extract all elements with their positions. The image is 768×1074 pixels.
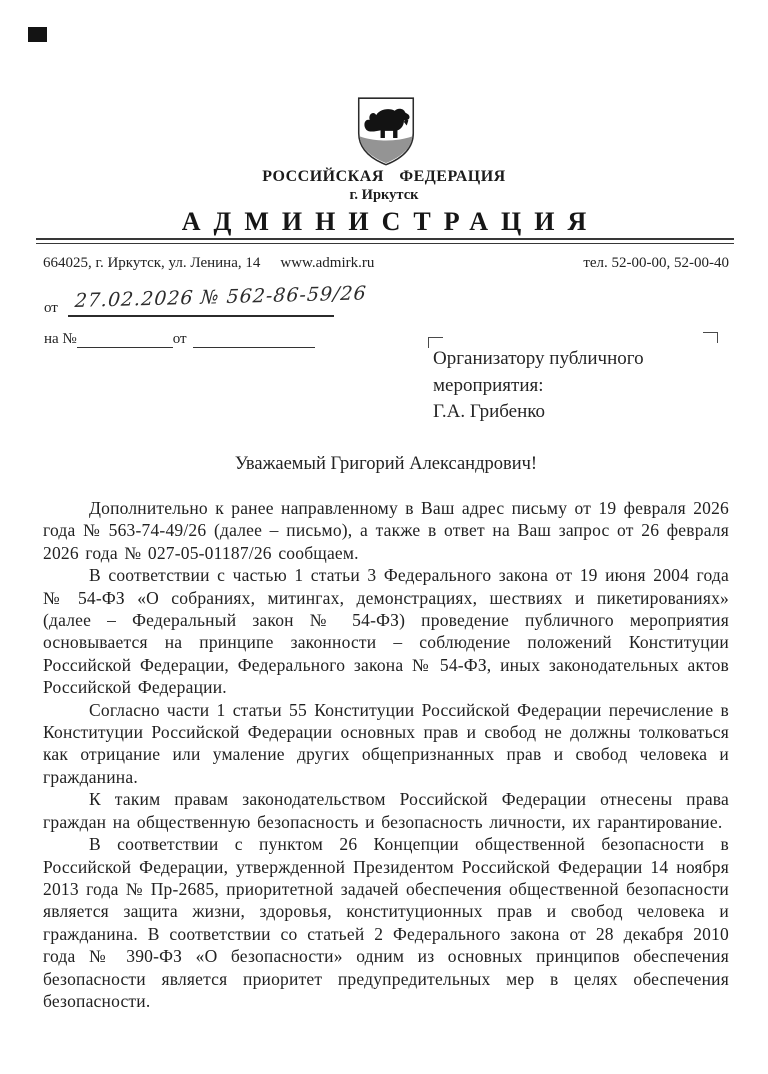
body-paragraph: В соответствии с пунктом 26 Концепции общественной безопасности в Российской Федерации, утвержденной Президентом Российской Федерации 14 ноября 2013 года № Пр-2685, приоритетной задачей обеспечения общественной безопасности является защита жизни, здоровья, конституционных прав и свобод человека и гражданина. В соответствии со статьей 2 Федерального закона от 28 декабря 2010 года № 390-ФЗ «О безопасности» одним из основных принципов обеспечения безопасности является приоритет предупредительных мер в целях обеспечения безопасности. <box>43 834 729 1011</box>
addressee-line: Организатору публичного <box>433 348 644 369</box>
body-paragraph: Согласно части 1 статьи 55 Конституции Российской Федерации перечисление в Конституции Российской Федерации основных прав и свобод не должны толковаться как отрицание или умаление других общепризнанных прав и свобод человека и гражданина. <box>43 699 729 787</box>
addressee-line: Г.А. Грибенко <box>433 401 546 422</box>
incoming-ref-number-blank <box>77 334 173 348</box>
letterhead-website: www.admirk.ru <box>280 255 375 271</box>
body-paragraph: К таким правам законодательством Российской Федерации отнесены права граждан на общественную безопасность и безопасность личности, их гарантирование. <box>43 789 729 832</box>
addressee-corner-bracket-right-icon <box>703 332 718 343</box>
contact-row <box>43 255 729 272</box>
body-paragraph: В соответствии с частью 1 статьи 3 Федерального закона от 19 июня 2004 года № 54-ФЗ «О собраниях, митингах, демонстрациях, шествиях и пикетированиях» (далее – Федеральный закон № 54-ФЗ) проведение публичного мероприятия основывается на принципе законности – соблюдение положений Конституции Российской Федерации, Федерального закона № 54-ФЗ, иных законодательных актов Российской Федерации. <box>43 565 729 698</box>
outgoing-ref-label: от <box>44 300 58 316</box>
letterhead-country: РОССИЙСКАЯ ФЕДЕРАЦИЯ <box>262 168 506 185</box>
outgoing-ref-handwritten-value: 27.02.2026 № 562-86-59/26 <box>74 282 368 312</box>
addressee-block <box>433 346 713 426</box>
letterhead-city: г. Иркутск <box>349 187 419 203</box>
addressee-line: мероприятия: <box>433 374 544 396</box>
header-double-rule <box>36 238 734 244</box>
incoming-ref-date-blank <box>193 334 315 348</box>
irkutsk-coat-of-arms-icon <box>355 96 417 168</box>
letterhead-address: 664025, г. Иркутск, ул. Ленина, 14 <box>43 255 261 271</box>
incoming-ref-date-label: от <box>172 331 187 347</box>
letterhead-phone: тел. 52-00-00, 52-00-40 <box>583 255 729 271</box>
scan-corner-mark <box>28 27 47 42</box>
letter-body <box>43 454 729 1012</box>
body-paragraph: Дополнительно к ранее направленному в Ваш адрес письму от 19 февраля 2026 года № 563-74-49/26 (далее – письмо), а также в ответ на Ваш запрос от 26 февраля 2026 года № 027-05-01187/26 сообщаем. <box>43 498 729 563</box>
salutation: Уважаемый Григорий Александрович! <box>234 454 538 474</box>
letterhead-organization-title: АДМИНИСТРАЦИЯ <box>181 207 600 236</box>
incoming-ref-line <box>44 331 315 348</box>
incoming-ref-number-label: на № <box>44 331 77 347</box>
